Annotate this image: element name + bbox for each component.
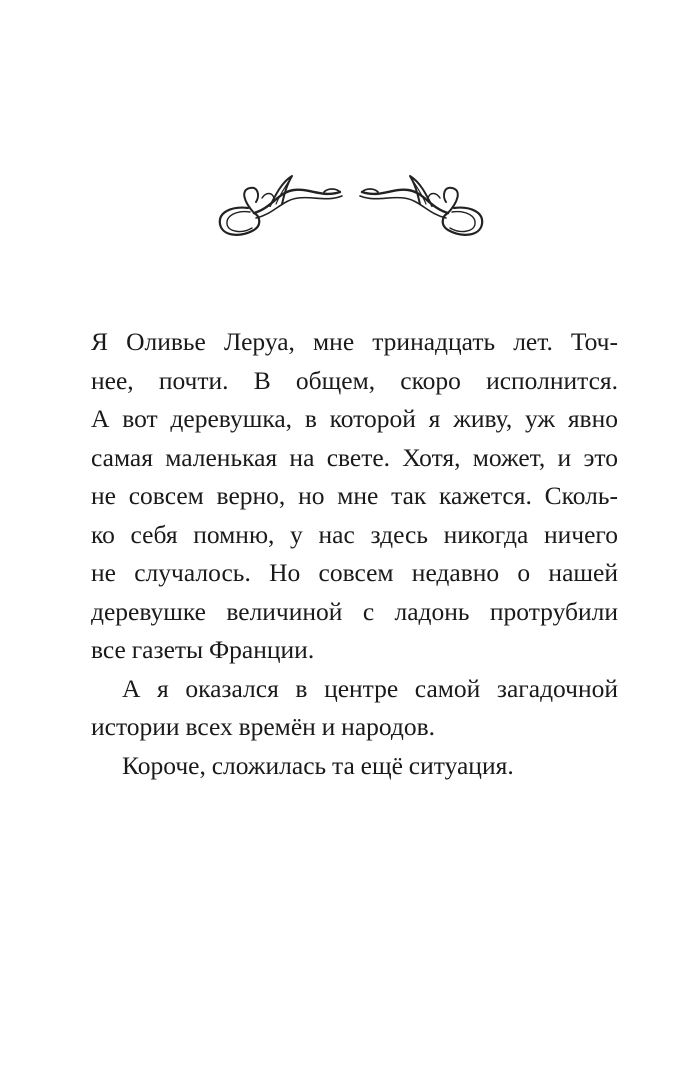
text-line: Я Оливье Леруа, мне тринадцать лет. Точ- (91, 327, 618, 356)
text-line: не случалось. Но совсем недавно о нашей (91, 558, 618, 587)
flourish-right-icon (360, 176, 482, 235)
text-line: нее, почти. В общем, скоро исполнится. (91, 365, 618, 395)
paragraph-2 (91, 670, 618, 747)
flourish-left-icon (220, 176, 342, 235)
body-text (91, 323, 618, 785)
paragraph-1 (91, 323, 618, 670)
text-line: не совсем верно, но мне так кажется. Сколь- (91, 481, 618, 510)
text-line: деревушке величиной с ладонь протрубили (91, 596, 618, 626)
text-line: Короче, сложилась та ещё ситуация. (122, 750, 514, 780)
text-line: А вот деревушка, в которой я живу, уж явно (91, 404, 618, 433)
paragraph-3 (91, 747, 618, 786)
text-line: ко себя помню, у нас здесь никогда ничего (91, 519, 618, 549)
flourish-divider-icon (210, 168, 492, 246)
text-line: А я оказался в центре самой загадочной (122, 673, 618, 703)
text-line: истории всех времён и народов. (91, 712, 436, 741)
text-line: самая маленькая на свете. Хотя, может, и это (91, 442, 618, 472)
text-line: все газеты Франции. (91, 635, 315, 664)
